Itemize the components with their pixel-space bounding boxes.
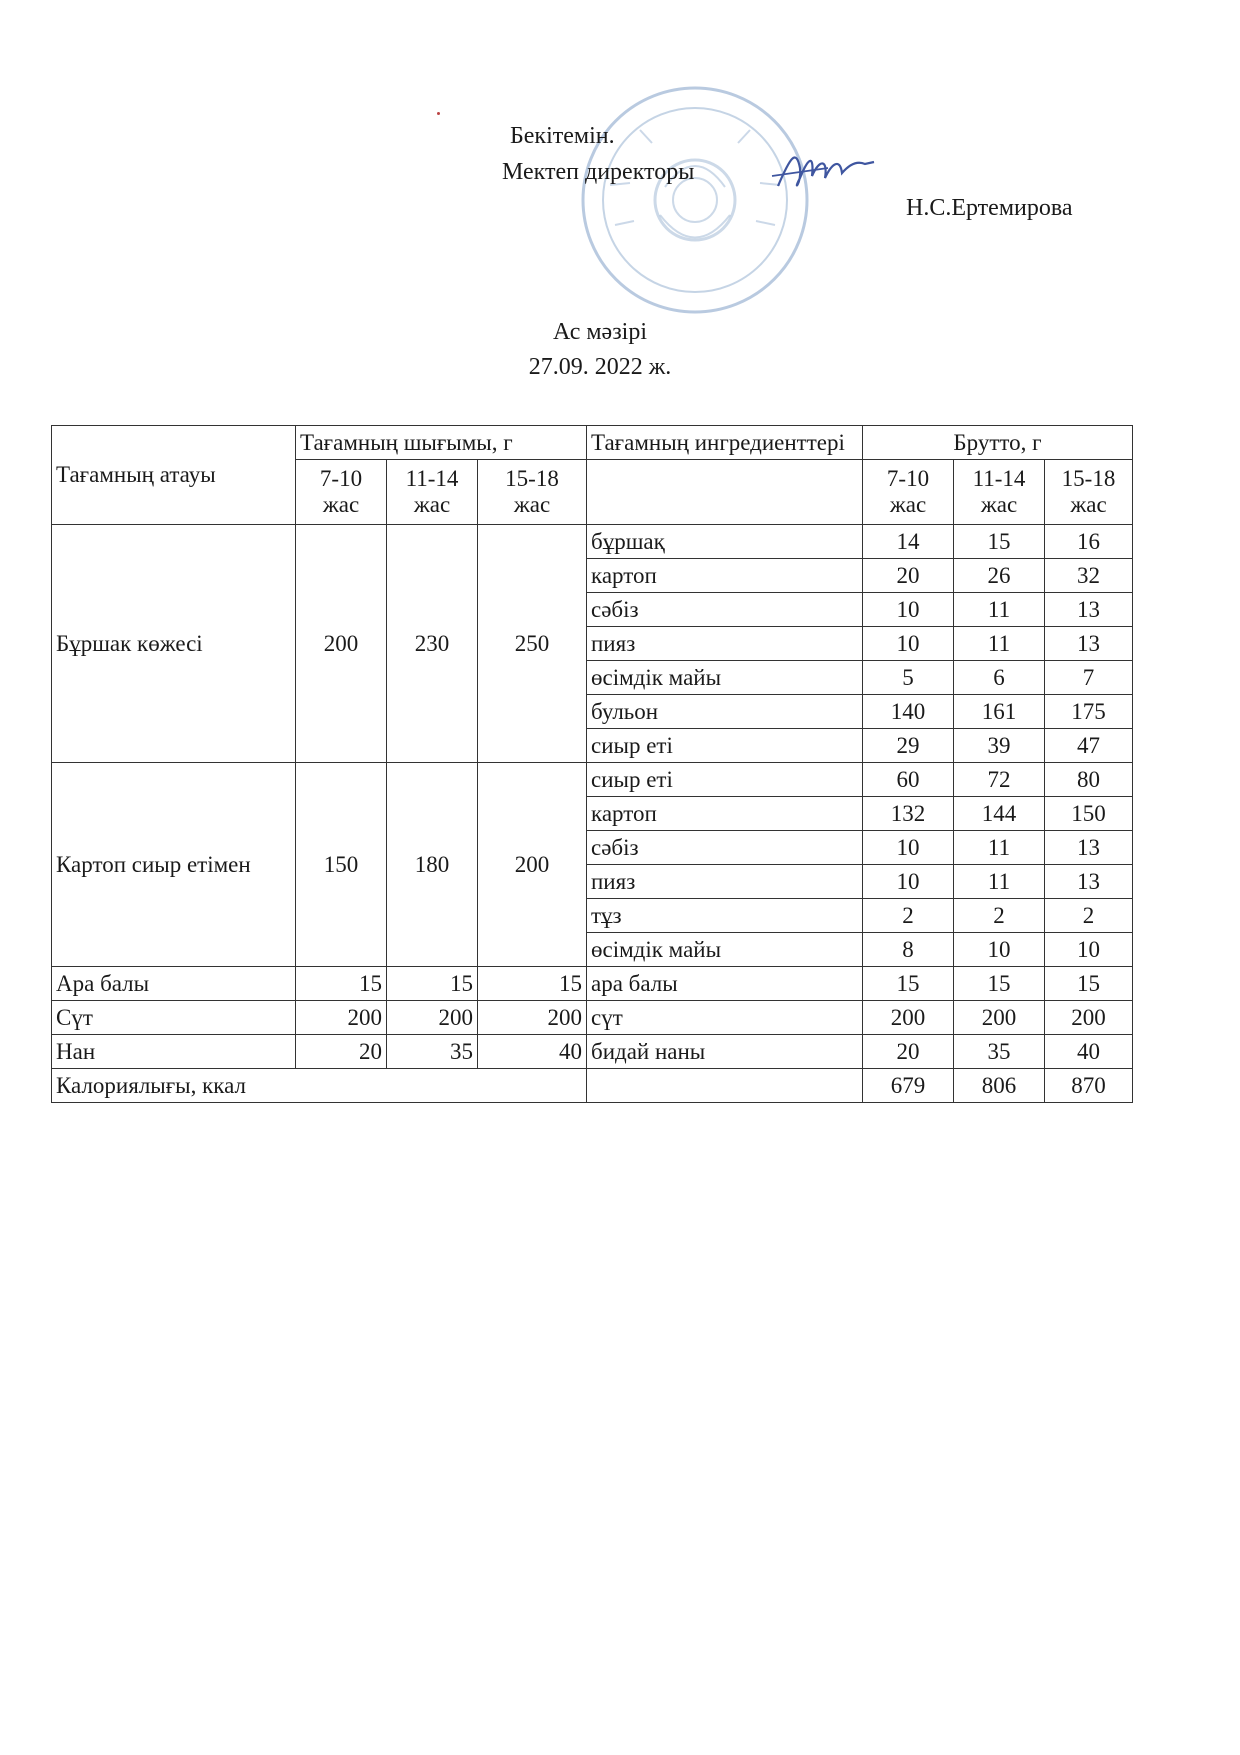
ingredient-name: ара балы [587, 967, 863, 1001]
ingredient-name: бидай наны [587, 1035, 863, 1069]
ingredient-brutto: 13 [1045, 865, 1133, 899]
ingredient-brutto: 10 [863, 593, 954, 627]
dish-yield: 15 [478, 967, 587, 1001]
ingredient-brutto: 13 [1045, 593, 1133, 627]
table-row [52, 1035, 1133, 1069]
dish-yield: 15 [296, 967, 387, 1001]
ingredient-brutto: 11 [954, 593, 1045, 627]
ingredient-name: бұршақ [587, 525, 863, 559]
ingredient-brutto: 15 [954, 525, 1045, 559]
ingredient-brutto: 10 [863, 831, 954, 865]
ingredient-brutto: 13 [1045, 831, 1133, 865]
table-header-row [52, 426, 1133, 460]
ingredient-brutto: 47 [1045, 729, 1133, 763]
approval-block [502, 118, 1073, 221]
yield-age-7-10: 7-10 жас [296, 460, 387, 525]
ingredient-brutto: 15 [954, 967, 1045, 1001]
ingredient-name: сиыр еті [587, 763, 863, 797]
ingredient-brutto: 10 [1045, 933, 1133, 967]
ingredient-brutto: 2 [863, 899, 954, 933]
table-row [52, 1001, 1133, 1035]
ingredient-name: өсімдік майы [587, 933, 863, 967]
dish-yield: 40 [478, 1035, 587, 1069]
ingredient-name: пияз [587, 865, 863, 899]
dish-yield: 15 [387, 967, 478, 1001]
menu-date: 27.09. 2022 ж. [528, 354, 672, 380]
ingredient-brutto: 60 [863, 763, 954, 797]
ingredient-name: өсімдік майы [587, 661, 863, 695]
ingredient-brutto: 175 [1045, 695, 1133, 729]
table-row [52, 967, 1133, 1001]
dish-yield: 200 [296, 525, 387, 763]
dish-yield: 20 [296, 1035, 387, 1069]
dish-yield: 180 [387, 763, 478, 967]
ingredients-age-empty [587, 460, 863, 525]
calories-value: 870 [1045, 1069, 1133, 1103]
ingredient-brutto: 29 [863, 729, 954, 763]
ingredient-name: картоп [587, 797, 863, 831]
director-signature [770, 138, 880, 208]
ingredient-brutto: 200 [1045, 1001, 1133, 1035]
ingredient-name: картоп [587, 559, 863, 593]
table-row [52, 763, 1133, 797]
ingredient-brutto: 40 [1045, 1035, 1133, 1069]
dish-name: Ара балы [52, 967, 296, 1001]
ingredient-name: пияз [587, 627, 863, 661]
ingredient-brutto: 132 [863, 797, 954, 831]
ingredient-brutto: 13 [1045, 627, 1133, 661]
brutto-age-7-10: 7-10 жас [863, 460, 954, 525]
dish-name: Сүт [52, 1001, 296, 1035]
ingredient-brutto: 200 [954, 1001, 1045, 1035]
dish-yield: 200 [478, 1001, 587, 1035]
ingredient-brutto: 6 [954, 661, 1045, 695]
ingredient-brutto: 16 [1045, 525, 1133, 559]
ingredient-brutto: 2 [954, 899, 1045, 933]
dish-yield: 35 [387, 1035, 478, 1069]
ingredient-brutto: 161 [954, 695, 1045, 729]
ingredient-name: бульон [587, 695, 863, 729]
ingredient-brutto: 150 [1045, 797, 1133, 831]
ingredient-brutto: 72 [954, 763, 1045, 797]
calories-value: 679 [863, 1069, 954, 1103]
brutto-age-11-14: 11-14 жас [954, 460, 1045, 525]
dish-yield: 250 [478, 525, 587, 763]
ingredient-brutto: 80 [1045, 763, 1133, 797]
calories-value: 806 [954, 1069, 1045, 1103]
page-title: Ас мәзірі [552, 319, 648, 345]
ingredient-brutto: 26 [954, 559, 1045, 593]
dish-name: Нан [52, 1035, 296, 1069]
ingredient-brutto: 15 [863, 967, 954, 1001]
dish-name: Бұршак көжесі [52, 525, 296, 763]
ingredient-brutto: 7 [1045, 661, 1133, 695]
yield-age-11-14: 11-14 жас [387, 460, 478, 525]
ingredient-brutto: 144 [954, 797, 1045, 831]
ingredient-brutto: 10 [863, 627, 954, 661]
ingredient-name: сиыр еті [587, 729, 863, 763]
ingredient-brutto: 20 [863, 1035, 954, 1069]
menu-table [51, 425, 1133, 1103]
ingredient-brutto: 5 [863, 661, 954, 695]
director-label: Мектеп директоры [502, 159, 695, 185]
header-dish-name: Тағамның атауы [52, 426, 296, 525]
director-name: Н.С.Ертемирова [906, 195, 1073, 221]
brutto-age-15-18: 15-18 жас [1045, 460, 1133, 525]
ingredient-brutto: 11 [954, 831, 1045, 865]
ingredient-brutto: 200 [863, 1001, 954, 1035]
dish-yield: 230 [387, 525, 478, 763]
yield-age-15-18: 15-18 жас [478, 460, 587, 525]
scan-speck [437, 112, 440, 115]
dish-yield: 200 [296, 1001, 387, 1035]
ingredient-brutto: 14 [863, 525, 954, 559]
calories-empty [587, 1069, 863, 1103]
header-brutto: Брутто, г [863, 426, 1133, 460]
ingredient-name: сәбіз [587, 593, 863, 627]
ingredient-brutto: 32 [1045, 559, 1133, 593]
dish-yield: 150 [296, 763, 387, 967]
ingredient-brutto: 8 [863, 933, 954, 967]
ingredient-brutto: 10 [863, 865, 954, 899]
dish-name: Картоп сиыр етімен [52, 763, 296, 967]
ingredient-brutto: 11 [954, 627, 1045, 661]
calories-row [52, 1069, 1133, 1103]
calories-label: Калориялығы, ккал [52, 1069, 587, 1103]
dish-yield: 200 [387, 1001, 478, 1035]
ingredient-brutto: 39 [954, 729, 1045, 763]
dish-yield: 200 [478, 763, 587, 967]
ingredient-name: тұз [587, 899, 863, 933]
ingredient-brutto: 10 [954, 933, 1045, 967]
ingredient-name: сүт [587, 1001, 863, 1035]
table-row [52, 525, 1133, 559]
ingredient-name: сәбіз [587, 831, 863, 865]
ingredient-brutto: 2 [1045, 899, 1133, 933]
header-yield: Тағамның шығымы, г [296, 426, 587, 460]
ingredient-brutto: 11 [954, 865, 1045, 899]
ingredient-brutto: 35 [954, 1035, 1045, 1069]
header-ingredients: Тағамның ингредиенттері [587, 426, 863, 460]
approved-label: Бекітемін. [510, 123, 615, 149]
ingredient-brutto: 15 [1045, 967, 1133, 1001]
ingredient-brutto: 140 [863, 695, 954, 729]
ingredient-brutto: 20 [863, 559, 954, 593]
